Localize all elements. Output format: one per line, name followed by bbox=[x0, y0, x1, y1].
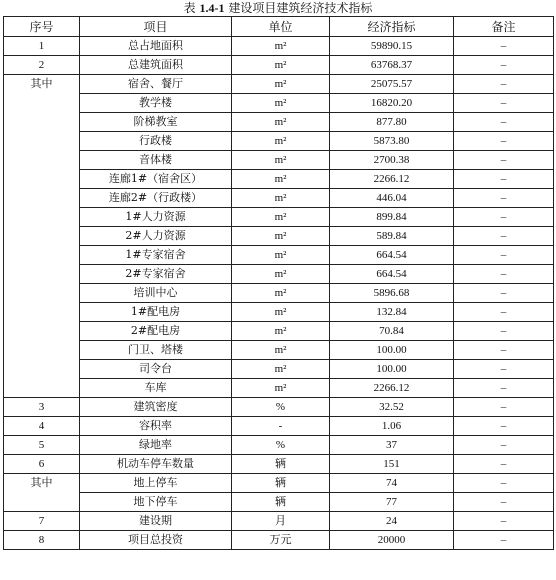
unit-cell: m² bbox=[232, 189, 330, 208]
value-cell: 37 bbox=[330, 436, 454, 455]
item-cell: 车库 bbox=[80, 379, 232, 398]
value-cell: 589.84 bbox=[330, 227, 454, 246]
item-cell: 总建筑面积 bbox=[80, 56, 232, 75]
item-cell: 音体楼 bbox=[80, 151, 232, 170]
table-row bbox=[4, 284, 554, 303]
unit-cell: m² bbox=[232, 208, 330, 227]
item-cell: 建筑密度 bbox=[80, 398, 232, 417]
note-cell: – bbox=[454, 56, 554, 75]
table-row bbox=[4, 208, 554, 227]
table-row bbox=[4, 75, 554, 94]
note-cell: – bbox=[454, 493, 554, 512]
row-number-cell: 7 bbox=[4, 512, 80, 531]
table-row bbox=[4, 398, 554, 417]
value-cell: 151 bbox=[330, 455, 454, 474]
header-note: 备注 bbox=[454, 17, 554, 37]
note-cell: – bbox=[454, 37, 554, 56]
caption-number: 1.4-1 bbox=[199, 1, 225, 15]
note-cell: – bbox=[454, 284, 554, 303]
value-cell: 899.84 bbox=[330, 208, 454, 227]
value-cell: 100.00 bbox=[330, 360, 454, 379]
item-cell: 行政楼 bbox=[80, 132, 232, 151]
unit-cell: m² bbox=[232, 322, 330, 341]
note-cell: – bbox=[454, 246, 554, 265]
caption-title: 建设项目建筑经济技术指标 bbox=[228, 1, 373, 15]
note-cell: – bbox=[454, 132, 554, 151]
table-row bbox=[4, 227, 554, 246]
value-cell: 16820.20 bbox=[330, 94, 454, 113]
unit-cell: 辆 bbox=[232, 455, 330, 474]
unit-cell: m² bbox=[232, 37, 330, 56]
item-cell: 连廊2#（行政楼） bbox=[80, 189, 232, 208]
unit-cell: 万元 bbox=[232, 531, 330, 550]
value-cell: 877.80 bbox=[330, 113, 454, 132]
table-row bbox=[4, 512, 554, 531]
item-cell: 2#人力资源 bbox=[80, 227, 232, 246]
row-number-cell: 8 bbox=[4, 531, 80, 550]
unit-cell: m² bbox=[232, 379, 330, 398]
item-cell: 容积率 bbox=[80, 417, 232, 436]
value-cell: 2266.12 bbox=[330, 170, 454, 189]
group-label-cell: 其中 bbox=[4, 75, 80, 398]
row-number-cell: 3 bbox=[4, 398, 80, 417]
row-number-cell: 5 bbox=[4, 436, 80, 455]
row-number-cell: 6 bbox=[4, 455, 80, 474]
unit-cell: m² bbox=[232, 132, 330, 151]
value-cell: 2266.12 bbox=[330, 379, 454, 398]
item-cell: 总占地面积 bbox=[80, 37, 232, 56]
table-row bbox=[4, 170, 554, 189]
table-row bbox=[4, 379, 554, 398]
table-row bbox=[4, 455, 554, 474]
unit-cell: % bbox=[232, 436, 330, 455]
table-row bbox=[4, 265, 554, 284]
item-cell: 1#配电房 bbox=[80, 303, 232, 322]
note-cell: – bbox=[454, 512, 554, 531]
indicator-table bbox=[3, 16, 554, 550]
table-row bbox=[4, 341, 554, 360]
note-cell: – bbox=[454, 474, 554, 493]
note-cell: – bbox=[454, 94, 554, 113]
unit-cell: m² bbox=[232, 265, 330, 284]
table-row bbox=[4, 56, 554, 75]
value-cell: 32.52 bbox=[330, 398, 454, 417]
unit-cell: - bbox=[232, 417, 330, 436]
header-unit: 单位 bbox=[232, 17, 330, 37]
table-caption bbox=[0, 0, 556, 16]
unit-cell: m² bbox=[232, 341, 330, 360]
row-number-cell: 1 bbox=[4, 37, 80, 56]
value-cell: 70.84 bbox=[330, 322, 454, 341]
note-cell: – bbox=[454, 322, 554, 341]
unit-cell: 辆 bbox=[232, 474, 330, 493]
table-row bbox=[4, 474, 554, 493]
unit-cell: m² bbox=[232, 360, 330, 379]
table-row bbox=[4, 189, 554, 208]
unit-cell: 月 bbox=[232, 512, 330, 531]
caption-prefix: 表 bbox=[183, 1, 196, 15]
group-label-cell: 其中 bbox=[4, 474, 80, 512]
unit-cell: m² bbox=[232, 284, 330, 303]
note-cell: – bbox=[454, 436, 554, 455]
item-cell: 门卫、塔楼 bbox=[80, 341, 232, 360]
item-cell: 建设期 bbox=[80, 512, 232, 531]
value-cell: 24 bbox=[330, 512, 454, 531]
note-cell: – bbox=[454, 151, 554, 170]
unit-cell: m² bbox=[232, 227, 330, 246]
value-cell: 664.54 bbox=[330, 265, 454, 284]
value-cell: 77 bbox=[330, 493, 454, 512]
unit-cell: m² bbox=[232, 56, 330, 75]
item-cell: 阶梯教室 bbox=[80, 113, 232, 132]
item-cell: 司令台 bbox=[80, 360, 232, 379]
item-cell: 连廊1#（宿舍区） bbox=[80, 170, 232, 189]
table-row bbox=[4, 531, 554, 550]
note-cell: – bbox=[454, 531, 554, 550]
item-cell: 绿地率 bbox=[80, 436, 232, 455]
value-cell: 2700.38 bbox=[330, 151, 454, 170]
note-cell: – bbox=[454, 75, 554, 94]
item-cell: 1#人力资源 bbox=[80, 208, 232, 227]
note-cell: – bbox=[454, 208, 554, 227]
note-cell: – bbox=[454, 379, 554, 398]
note-cell: – bbox=[454, 360, 554, 379]
note-cell: – bbox=[454, 398, 554, 417]
note-cell: – bbox=[454, 417, 554, 436]
item-cell: 2#配电房 bbox=[80, 322, 232, 341]
value-cell: 100.00 bbox=[330, 341, 454, 360]
table-row bbox=[4, 417, 554, 436]
table-row bbox=[4, 246, 554, 265]
header-value: 经济指标 bbox=[330, 17, 454, 37]
table-row bbox=[4, 113, 554, 132]
unit-cell: % bbox=[232, 398, 330, 417]
unit-cell: m² bbox=[232, 170, 330, 189]
note-cell: – bbox=[454, 170, 554, 189]
value-cell: 63768.37 bbox=[330, 56, 454, 75]
table-row bbox=[4, 151, 554, 170]
unit-cell: m² bbox=[232, 94, 330, 113]
item-cell: 机动车停车数量 bbox=[80, 455, 232, 474]
value-cell: 132.84 bbox=[330, 303, 454, 322]
unit-cell: m² bbox=[232, 246, 330, 265]
unit-cell: m² bbox=[232, 113, 330, 132]
unit-cell: m² bbox=[232, 303, 330, 322]
header-no: 序号 bbox=[4, 17, 80, 37]
value-cell: 25075.57 bbox=[330, 75, 454, 94]
table-row bbox=[4, 436, 554, 455]
note-cell: – bbox=[454, 113, 554, 132]
table-row bbox=[4, 360, 554, 379]
value-cell: 5896.68 bbox=[330, 284, 454, 303]
unit-cell: m² bbox=[232, 75, 330, 94]
value-cell: 1.06 bbox=[330, 417, 454, 436]
item-cell: 培训中心 bbox=[80, 284, 232, 303]
item-cell: 教学楼 bbox=[80, 94, 232, 113]
header-item: 项目 bbox=[80, 17, 232, 37]
item-cell: 地上停车 bbox=[80, 474, 232, 493]
note-cell: – bbox=[454, 227, 554, 246]
value-cell: 664.54 bbox=[330, 246, 454, 265]
value-cell: 74 bbox=[330, 474, 454, 493]
unit-cell: 辆 bbox=[232, 493, 330, 512]
table-row bbox=[4, 493, 554, 512]
note-cell: – bbox=[454, 303, 554, 322]
header-row bbox=[4, 17, 554, 37]
table-row bbox=[4, 94, 554, 113]
table-row bbox=[4, 322, 554, 341]
table-row bbox=[4, 132, 554, 151]
row-number-cell: 4 bbox=[4, 417, 80, 436]
value-cell: 59890.15 bbox=[330, 37, 454, 56]
unit-cell: m² bbox=[232, 151, 330, 170]
note-cell: – bbox=[454, 455, 554, 474]
item-cell: 宿舍、餐厅 bbox=[80, 75, 232, 94]
note-cell: – bbox=[454, 189, 554, 208]
note-cell: – bbox=[454, 341, 554, 360]
table-row bbox=[4, 37, 554, 56]
table-body bbox=[4, 37, 554, 550]
row-number-cell: 2 bbox=[4, 56, 80, 75]
note-cell: – bbox=[454, 265, 554, 284]
value-cell: 5873.80 bbox=[330, 132, 454, 151]
item-cell: 1#专家宿舍 bbox=[80, 246, 232, 265]
value-cell: 20000 bbox=[330, 531, 454, 550]
value-cell: 446.04 bbox=[330, 189, 454, 208]
table-row bbox=[4, 303, 554, 322]
item-cell: 2#专家宿舍 bbox=[80, 265, 232, 284]
item-cell: 项目总投资 bbox=[80, 531, 232, 550]
item-cell: 地下停车 bbox=[80, 493, 232, 512]
